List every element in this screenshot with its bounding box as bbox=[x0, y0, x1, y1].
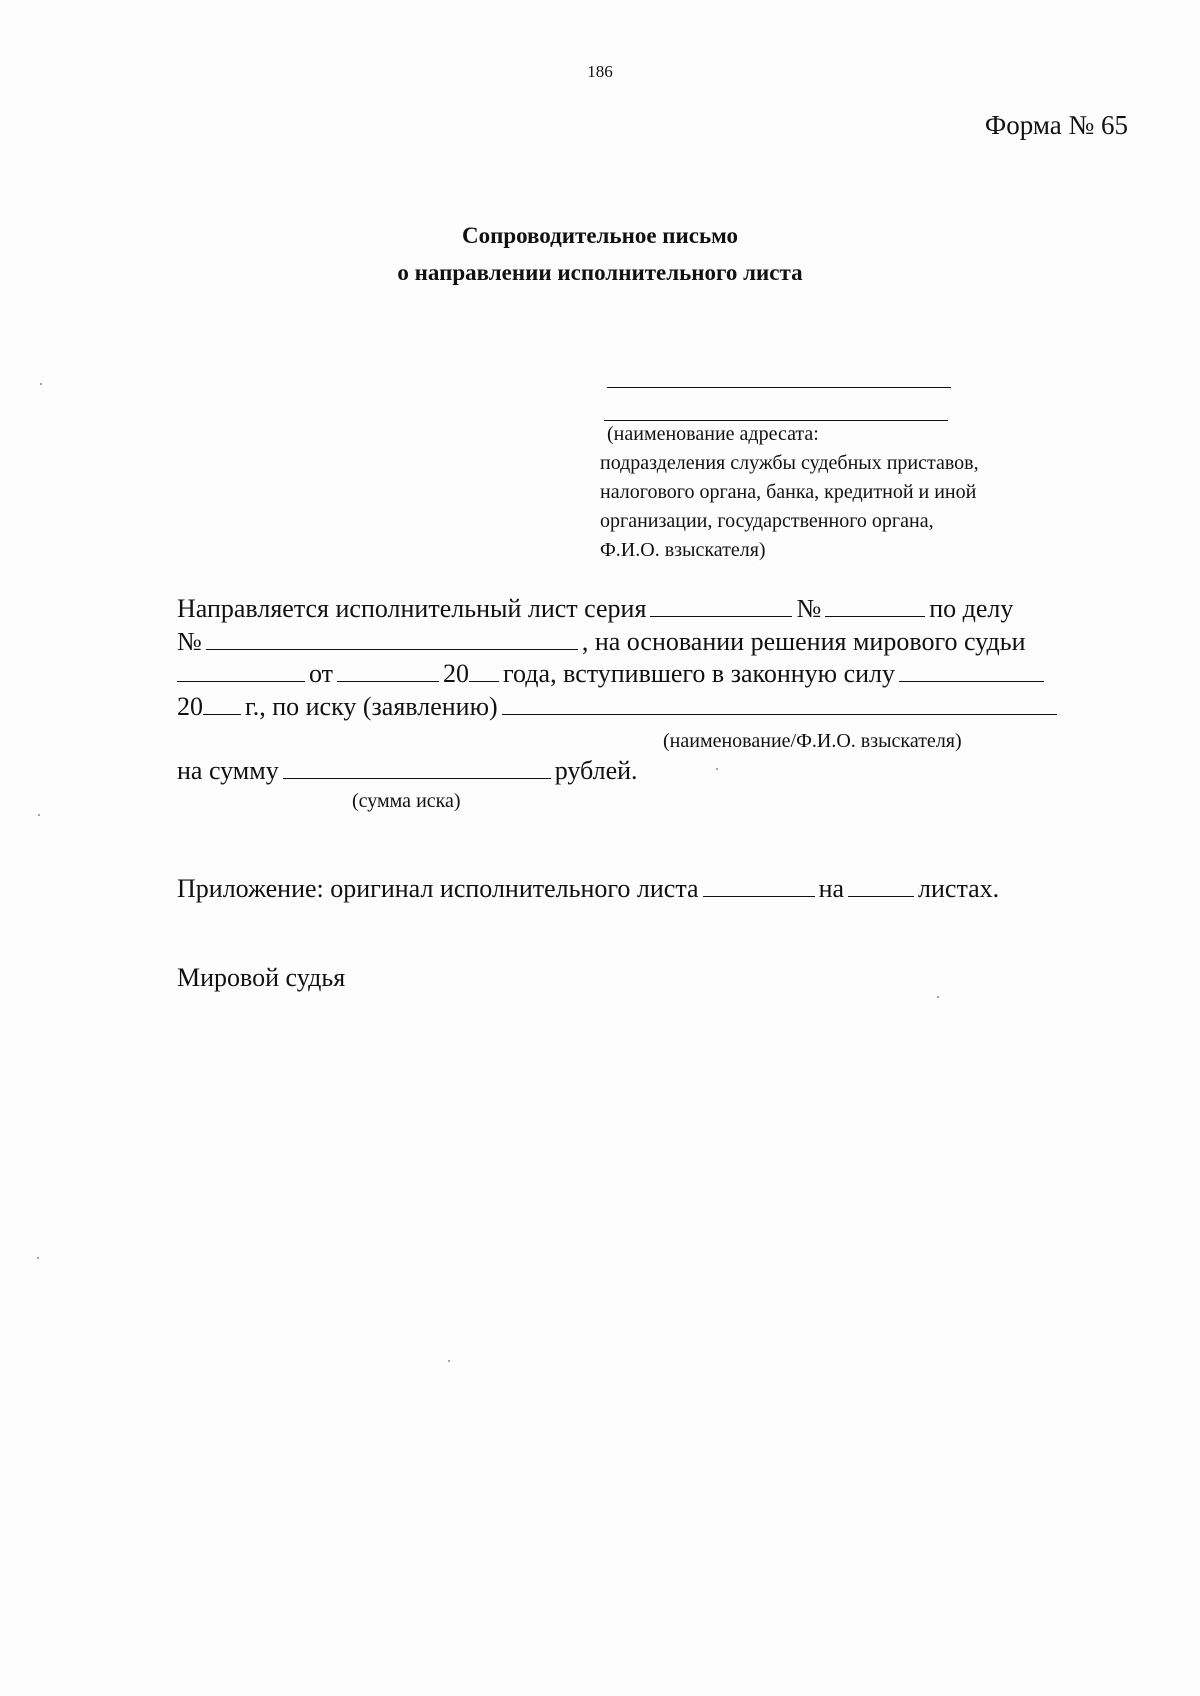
sheet-number-blank bbox=[825, 594, 925, 617]
document-title-line-1: Сопроводительное письмо bbox=[461, 223, 739, 248]
body-text: от bbox=[309, 659, 334, 688]
decision-date-blank bbox=[337, 659, 439, 682]
appendix-line bbox=[177, 874, 999, 904]
body-text: № bbox=[177, 627, 202, 656]
decision-year-blank bbox=[469, 659, 499, 682]
scan-speck bbox=[38, 814, 40, 816]
body-text: Направляется исполнительный лист серия bbox=[177, 594, 647, 623]
body-text: , на основании решения мирового судьи bbox=[581, 627, 1026, 656]
claim-sum-blank bbox=[283, 756, 551, 779]
appendix-text: на bbox=[818, 874, 845, 903]
document-title-line-2: о направлении исполнительного листа bbox=[397, 260, 803, 285]
appendix-text: листах. bbox=[918, 874, 1000, 903]
signature-label: Мировой судья bbox=[177, 963, 346, 992]
body-text: № bbox=[796, 594, 822, 623]
body-line-2 bbox=[177, 627, 1026, 657]
body-text: г., по иску (заявлению) bbox=[245, 692, 498, 721]
addressee-blank-1 bbox=[607, 387, 951, 388]
addressee-caption bbox=[600, 420, 979, 565]
body-line-5 bbox=[177, 756, 638, 786]
body-text: по делу bbox=[929, 594, 1014, 623]
addressee-caption-line: (наименование адресата: bbox=[607, 423, 819, 445]
appendix-blank-1 bbox=[703, 874, 815, 897]
body-text: 20 bbox=[443, 659, 470, 688]
appendix-text: Приложение: оригинал исполнительного листа bbox=[177, 874, 699, 903]
page-number: 186 bbox=[587, 62, 613, 81]
body-text: рублей. bbox=[554, 756, 638, 785]
series-blank bbox=[650, 594, 792, 617]
effective-year-blank bbox=[203, 692, 241, 715]
scan-speck bbox=[37, 1257, 39, 1259]
form-number: Форма № 65 bbox=[984, 110, 1128, 140]
claimant-caption: (наименование/Ф.И.О. взыскателя) bbox=[663, 730, 962, 752]
body-text: 20 bbox=[177, 692, 203, 721]
scan-speck bbox=[716, 768, 718, 770]
judge-blank bbox=[177, 659, 305, 682]
appendix-blank-2 bbox=[848, 874, 914, 897]
body-line-4 bbox=[177, 692, 1061, 722]
addressee-caption-line: Ф.И.О. взыскателя) bbox=[600, 539, 766, 561]
effective-date-blank bbox=[899, 659, 1044, 682]
body-line-3 bbox=[177, 659, 1048, 689]
sum-caption: (сумма иска) bbox=[352, 790, 461, 812]
case-number-blank bbox=[206, 627, 578, 650]
scan-speck bbox=[448, 1360, 450, 1362]
addressee-caption-line: налогового органа, банка, кредитной и иной bbox=[600, 481, 977, 503]
addressee-caption-line: подразделения службы судебных приставов, bbox=[600, 452, 979, 474]
body-text: на сумму bbox=[177, 756, 279, 785]
claimant-blank bbox=[502, 692, 1057, 715]
addressee-caption-line: организации, государственного органа, bbox=[600, 510, 934, 532]
body-text: года, вступившего в законную силу bbox=[503, 659, 896, 688]
scan-speck bbox=[40, 383, 42, 385]
body-line-1 bbox=[177, 594, 1013, 624]
scan-speck bbox=[937, 996, 939, 998]
